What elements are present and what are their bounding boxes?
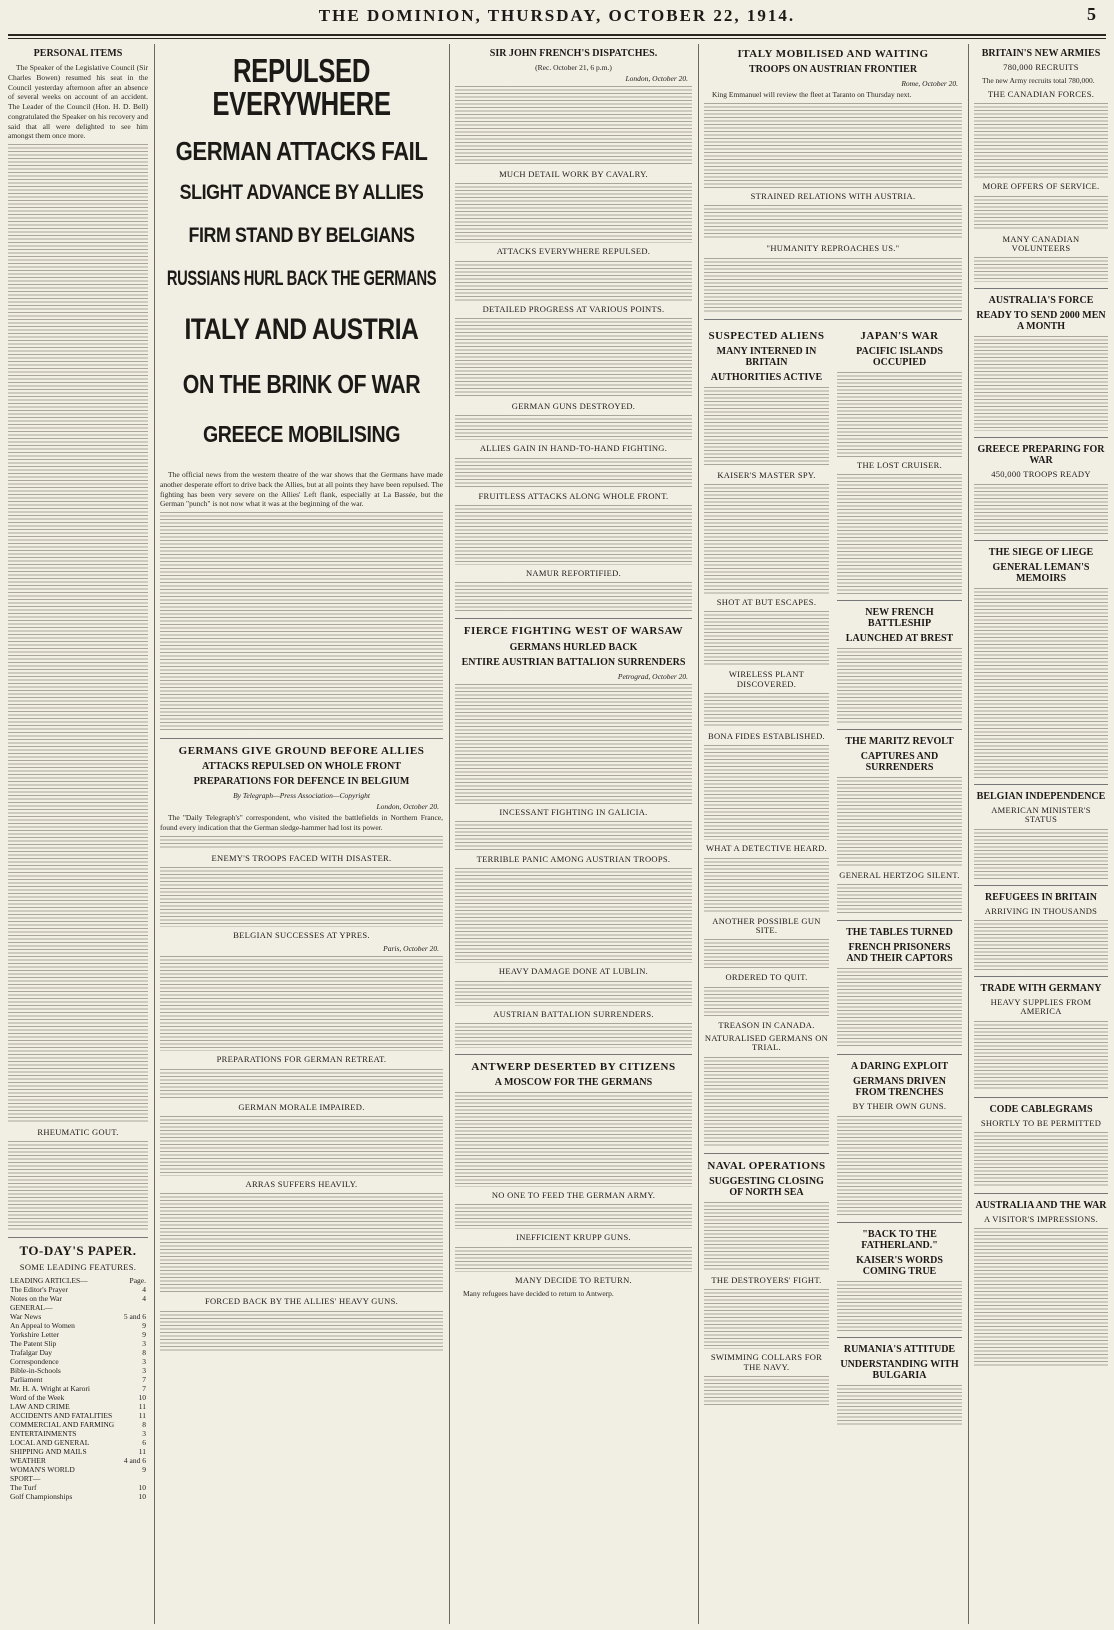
subheading: ALLIES GAIN IN HAND-TO-HAND FIGHTING. bbox=[479, 443, 668, 454]
contents-page: 7 bbox=[142, 1383, 146, 1393]
contents-item: Word of the Week bbox=[10, 1392, 65, 1402]
subheading: DETAILED PROGRESS AT VARIOUS POINTS. bbox=[482, 303, 665, 314]
contents-page: 6 bbox=[142, 1437, 146, 1447]
contents-row bbox=[8, 1411, 148, 1420]
section-heading: SIR JOHN FRENCH'S DISPATCHES. bbox=[489, 48, 658, 59]
subheading: NAMUR REFORTIFIED. bbox=[525, 568, 622, 579]
masthead bbox=[0, 0, 1114, 40]
divider bbox=[837, 1337, 962, 1338]
contents-page: 10 bbox=[138, 1491, 146, 1501]
body-text-block bbox=[455, 86, 692, 166]
body-text-block bbox=[974, 484, 1108, 534]
section-subheading: GERMANS HURLED BACK bbox=[509, 641, 638, 653]
body-text-block bbox=[160, 867, 443, 927]
subheading: PREPARATIONS FOR GERMAN RETREAT. bbox=[216, 1054, 387, 1065]
contents-row bbox=[8, 1420, 148, 1429]
subheading: GERMAN GUNS DESTROYED. bbox=[511, 401, 636, 412]
subheading: NO ONE TO FEED THE GERMAN ARMY. bbox=[491, 1189, 656, 1200]
contents-page: 11 bbox=[138, 1401, 146, 1411]
subheading: MANY CANADIAN VOLUNTEERS bbox=[1002, 233, 1080, 254]
column-rule bbox=[968, 44, 969, 1624]
body-text-block bbox=[160, 1069, 443, 1099]
divider bbox=[974, 885, 1108, 886]
contents-row bbox=[8, 1384, 148, 1393]
headline-brink-of-war: ON THE BRINK OF WAR bbox=[182, 369, 421, 399]
split-columns bbox=[704, 326, 962, 1428]
divider bbox=[704, 1153, 829, 1154]
section-heading: A DARING EXPLOIT bbox=[850, 1061, 949, 1073]
contents-page: 11 bbox=[138, 1410, 146, 1420]
subheading: MANY DECIDE TO RETURN. bbox=[515, 1274, 632, 1285]
body-text-block bbox=[455, 868, 692, 963]
subcolumn-aliens bbox=[704, 326, 829, 1428]
contents-item: The Patent Slip bbox=[10, 1338, 57, 1348]
section-subheading: PREPARATIONS FOR DEFENCE IN BELGIUM bbox=[193, 776, 410, 788]
body-text-block bbox=[160, 1116, 443, 1176]
subheading: TREASON IN CANADA. bbox=[718, 1019, 815, 1030]
section-subheading: LAUNCHED AT BREST bbox=[845, 632, 954, 644]
body-text-block bbox=[160, 512, 443, 732]
contents-page: 3 bbox=[142, 1428, 146, 1438]
contents-row bbox=[8, 1375, 148, 1384]
body-text-block bbox=[704, 987, 829, 1017]
section-subheading: SUGGESTING CLOSING OF NORTH SEA bbox=[709, 1175, 824, 1198]
column-personal bbox=[8, 44, 148, 1624]
contents-item: ENTERTAINMENTS bbox=[10, 1428, 77, 1438]
body-text-block bbox=[704, 1202, 829, 1272]
body-text-block bbox=[455, 1247, 692, 1272]
body-text-block bbox=[704, 387, 829, 467]
divider bbox=[974, 1097, 1108, 1098]
body-text-block bbox=[455, 1092, 692, 1187]
body-text-block bbox=[837, 1385, 962, 1425]
contents-row bbox=[8, 1393, 148, 1402]
body-text-block bbox=[837, 968, 962, 1048]
section-heading: JAPAN'S WAR bbox=[860, 329, 939, 342]
section-heading: "BACK TO THE FATHERLAND." bbox=[861, 1228, 938, 1251]
contents-item: Trafalgar Day bbox=[10, 1347, 53, 1357]
subheading: ARRIVING IN THOUSANDS bbox=[984, 905, 1098, 916]
section-heading: AUSTRALIA AND THE WAR bbox=[975, 1199, 1107, 1211]
body-text-block bbox=[704, 1376, 829, 1406]
article-body: Many refugees have decided to return to Antwerp. bbox=[463, 1289, 614, 1298]
subheading: ENEMY'S TROOPS FACED WITH DISASTER. bbox=[211, 852, 392, 863]
section-heading: ANTWERP DESERTED BY CITIZENS bbox=[471, 1060, 676, 1073]
section-subheading: FRENCH PRISONERS AND THEIR CAPTORS bbox=[846, 942, 953, 965]
body-text-block bbox=[455, 183, 692, 243]
contents-row bbox=[8, 1402, 148, 1411]
column-dispatches bbox=[455, 44, 692, 1624]
contents-row bbox=[8, 1303, 148, 1312]
dateline: Paris, October 20. bbox=[383, 944, 439, 954]
section-subheading: PACIFIC ISLANDS OCCUPIED bbox=[856, 345, 943, 368]
dateline: London, October 20. bbox=[625, 74, 688, 83]
contents-item: LAW AND CRIME bbox=[10, 1401, 70, 1411]
section-heading: GERMANS GIVE GROUND BEFORE ALLIES bbox=[178, 745, 425, 757]
column-rule bbox=[449, 44, 450, 1624]
body-text-block bbox=[455, 261, 692, 301]
subheading: MUCH DETAIL WORK BY CAVALRY. bbox=[499, 169, 648, 179]
divider bbox=[837, 920, 962, 921]
body-text-block bbox=[974, 196, 1108, 231]
body-text-block bbox=[160, 1193, 443, 1293]
contents-page: 3 bbox=[142, 1356, 146, 1366]
section-heading: NAVAL OPERATIONS bbox=[707, 1159, 826, 1172]
subheading: AUSTRIAN BATTALION SURRENDERS. bbox=[493, 1008, 654, 1019]
divider bbox=[837, 729, 962, 730]
body-text-block bbox=[8, 1141, 148, 1231]
body-text-block bbox=[704, 693, 829, 728]
contents-row bbox=[8, 1465, 148, 1474]
contents-item: Parliament bbox=[10, 1374, 43, 1384]
contents-page: 9 bbox=[142, 1320, 146, 1330]
section-heading: ITALY MOBILISED AND WAITING bbox=[737, 48, 929, 60]
subheading: THE LOST CRUISER. bbox=[857, 459, 942, 470]
body-text-block bbox=[974, 103, 1108, 178]
body-text-block bbox=[455, 1204, 692, 1229]
body-text-block bbox=[455, 458, 692, 488]
body-text-block bbox=[455, 505, 692, 565]
headline-italy-austria: ITALY AND AUSTRIA bbox=[184, 313, 419, 346]
headline-russians: RUSSIANS HURL BACK THE GERMANS bbox=[166, 267, 437, 290]
contents-table bbox=[8, 1276, 148, 1501]
body-text-block bbox=[455, 415, 692, 440]
contents-page: 9 bbox=[142, 1464, 146, 1474]
subheading: INEFFICIENT KRUPP GUNS. bbox=[516, 1232, 631, 1243]
article-body: King Emmanuel will review the fleet at Taranto on Thursday next. bbox=[712, 90, 912, 100]
contents-row bbox=[8, 1456, 148, 1465]
divider bbox=[837, 1054, 962, 1055]
subheading: GENERAL HERTZOG SILENT. bbox=[839, 869, 960, 880]
section-heading: REFUGEES IN BRITAIN bbox=[984, 891, 1098, 903]
lead-article-body: The official news from the western theatre of the war shows that the Germans have made another desperate effort to drive back the Allies, but at all points they have been repulsed. The fighting has been very severe on the Allies' Left flank, especially at La Bassée, but the German "punch" is not now what it was at the beginning of the war. bbox=[160, 470, 443, 509]
subheading: TERRIBLE PANIC AMONG AUSTRIAN TROOPS. bbox=[476, 853, 671, 864]
contents-page: 3 bbox=[142, 1338, 146, 1348]
body-text-block bbox=[704, 258, 962, 313]
contents-page bbox=[121, 1474, 148, 1483]
body-text-block bbox=[704, 611, 829, 666]
page-number: 5 bbox=[1087, 4, 1096, 24]
subheading: KAISER'S MASTER SPY. bbox=[717, 469, 816, 480]
body-text-block bbox=[455, 318, 692, 398]
contents-item: Yorkshire Letter bbox=[10, 1329, 60, 1339]
subheading: AMERICAN MINISTER'S STATUS bbox=[991, 804, 1091, 825]
headline-greece: GREECE MOBILISING bbox=[203, 421, 400, 447]
section-subheading: GERMANS DRIVEN FROM TRENCHES bbox=[852, 1076, 947, 1099]
section-subheading: AUTHORITIES ACTIVE bbox=[710, 371, 823, 383]
section-subheading: CAPTURES AND SURRENDERS bbox=[860, 750, 939, 773]
subheading: ANOTHER POSSIBLE GUN SITE. bbox=[712, 915, 821, 936]
subheading: SHORTLY TO BE PERMITTED bbox=[980, 1117, 1102, 1128]
section-heading: AUSTRALIA'S FORCE bbox=[988, 295, 1094, 307]
body-text-block bbox=[704, 1289, 829, 1349]
subheading: SWIMMING COLLARS FOR THE NAVY. bbox=[710, 1352, 823, 1372]
body-text-block bbox=[704, 1057, 829, 1147]
body-text-block bbox=[837, 1116, 962, 1216]
contents-row bbox=[8, 1294, 148, 1303]
subheading: ARRAS SUFFERS HEAVILY. bbox=[245, 1178, 358, 1189]
body-text-block bbox=[455, 582, 692, 612]
contents-item: LOCAL AND GENERAL bbox=[10, 1437, 90, 1447]
contents-row bbox=[8, 1321, 148, 1330]
divider bbox=[160, 738, 443, 739]
subheading: FRUITLESS ATTACKS ALONG WHOLE FRONT. bbox=[478, 490, 669, 501]
divider bbox=[974, 784, 1108, 785]
contents-page: Page. bbox=[129, 1275, 146, 1285]
contents-page: 9 bbox=[142, 1329, 146, 1339]
body-text-block bbox=[704, 103, 962, 188]
body-text-block bbox=[704, 484, 829, 594]
subheading: BONA FIDES ESTABLISHED. bbox=[708, 731, 825, 741]
contents-row bbox=[8, 1474, 148, 1483]
section-heading: GREECE PREPARING FOR WAR bbox=[977, 444, 1105, 467]
contents-page: 7 bbox=[142, 1374, 146, 1384]
section-heading: PERSONAL ITEMS bbox=[33, 48, 123, 59]
body-text-block bbox=[837, 777, 962, 867]
contents-item: Correspondence bbox=[10, 1356, 59, 1366]
subheading: RHEUMATIC GOUT. bbox=[37, 1127, 119, 1137]
section-heading: THE SIEGE OF LIEGE bbox=[988, 546, 1094, 558]
body-text-block bbox=[837, 884, 962, 914]
divider bbox=[974, 437, 1108, 438]
headline-firm-stand: FIRM STAND BY BELGIANS bbox=[188, 224, 415, 247]
body-text-block bbox=[837, 372, 962, 457]
contents-item: LEADING ARTICLES— bbox=[10, 1275, 88, 1285]
article-body: The Speaker of the Legislative Council (Sir Charles Bowen) resumed his seat in the Council yesterday afternoon after an absence of several weeks on account of an accident. The Leader of the Council (Hon. H. D. Bell) congratulated the Speaker on his recovery and said that all were delighted to see him amongst them once more. bbox=[8, 63, 148, 141]
headline-repulsed: REPULSED EVERYWHERE bbox=[212, 52, 391, 122]
subheading: FORCED BACK BY THE ALLIES' HEAVY GUNS. bbox=[204, 1296, 399, 1307]
section-subheading: ENTIRE AUSTRIAN BATTALION SURRENDERS bbox=[461, 656, 686, 668]
subheading: ATTACKS EVERYWHERE REPULSED. bbox=[496, 246, 651, 257]
body-text-block bbox=[160, 836, 443, 850]
subheading: MORE OFFERS OF SERVICE. bbox=[982, 181, 1100, 192]
subheading: WIRELESS PLANT DISCOVERED. bbox=[728, 669, 805, 689]
contents-item: War News bbox=[10, 1311, 42, 1321]
divider bbox=[974, 1193, 1108, 1194]
body-text-block bbox=[704, 205, 962, 240]
contents-row bbox=[8, 1339, 148, 1348]
divider bbox=[704, 319, 962, 320]
contents-item: ACCIDENTS AND FATALITIES bbox=[10, 1410, 113, 1420]
subheading: ORDERED TO QUIT. bbox=[725, 972, 808, 983]
body-text-block bbox=[837, 1281, 962, 1331]
subheading: 450,000 TROOPS READY bbox=[991, 469, 1091, 480]
headline-slight-advance: SLIGHT ADVANCE BY ALLIES bbox=[179, 181, 424, 204]
contents-item: Golf Championships bbox=[10, 1491, 73, 1501]
contents-page: 10 bbox=[138, 1482, 146, 1492]
contents-item: The Turf bbox=[10, 1482, 37, 1492]
contents-row bbox=[8, 1366, 148, 1375]
column-briefs bbox=[974, 44, 1108, 1624]
subheading: "HUMANITY REPROACHES US." bbox=[766, 243, 900, 254]
contents-row bbox=[8, 1447, 148, 1456]
article-body: The "Daily Telegraph's" correspondent, who visited the battlefields in Northern France, found every indication that the German sledge-hammer had lost its power. bbox=[160, 813, 443, 832]
body-text-block bbox=[974, 1228, 1108, 1368]
body-text-block bbox=[455, 981, 692, 1006]
masthead-rule bbox=[8, 34, 1106, 39]
contents-item: SHIPPING AND MAILS bbox=[10, 1446, 87, 1456]
subheading: HEAVY DAMAGE DONE AT LUBLIN. bbox=[498, 966, 649, 977]
divider bbox=[455, 618, 692, 619]
section-subheading: GENERAL LEMAN'S MEMOIRS bbox=[992, 561, 1090, 584]
contents-row bbox=[8, 1330, 148, 1339]
subheading: THE DESTROYERS' FIGHT. bbox=[711, 1274, 822, 1285]
subheading: NATURALISED GERMANS ON TRIAL. bbox=[704, 1033, 829, 1053]
column-rule bbox=[154, 44, 155, 1624]
body-text-block bbox=[160, 956, 443, 1051]
contents-row bbox=[8, 1483, 148, 1492]
divider bbox=[974, 540, 1108, 541]
body-text-block bbox=[974, 257, 1108, 282]
body-text-block bbox=[160, 1311, 443, 1351]
contents-page: 10 bbox=[138, 1392, 146, 1402]
contents-page: 11 bbox=[138, 1446, 146, 1456]
section-subheading: UNDERSTANDING WITH BULGARIA bbox=[840, 1358, 959, 1381]
body-text-block bbox=[8, 144, 148, 1124]
contents-row bbox=[8, 1285, 148, 1294]
divider bbox=[974, 288, 1108, 289]
subheading: A VISITOR'S IMPRESSIONS. bbox=[984, 1213, 1098, 1224]
byline: By Telegraph—Press Association—Copyright bbox=[233, 791, 370, 801]
section-subheading: KAISER'S WORDS COMING TRUE bbox=[856, 1254, 943, 1277]
section-subheading: MANY INTERNED IN BRITAIN bbox=[716, 345, 817, 368]
section-subheading: A MOSCOW FOR THE GERMANS bbox=[494, 1076, 653, 1088]
section-heading: BRITAIN'S NEW ARMIES bbox=[981, 48, 1101, 59]
body-text-block bbox=[974, 1132, 1108, 1187]
dateline: Rome, October 20. bbox=[901, 79, 958, 89]
contents-page bbox=[121, 1303, 148, 1312]
section-heading: TRADE WITH GERMANY bbox=[980, 982, 1102, 994]
contents-row bbox=[8, 1357, 148, 1366]
received-line: (Rec. October 21, 6 p.m.) bbox=[535, 63, 612, 72]
todays-paper-subheading: SOME LEADING FEATURES. bbox=[19, 1261, 137, 1272]
subheading: SHOT AT BUT ESCAPES. bbox=[716, 596, 817, 607]
contents-item: Bible-in-Schools bbox=[10, 1365, 61, 1375]
contents-row bbox=[8, 1348, 148, 1357]
contents-item: An Appeal to Women bbox=[10, 1320, 75, 1330]
divider bbox=[8, 1237, 148, 1238]
contents-page: 4 bbox=[142, 1284, 146, 1294]
section-heading: NEW FRENCH BATTLESHIP bbox=[865, 606, 934, 629]
body-text-block bbox=[704, 745, 829, 840]
dateline: London, October 20. bbox=[376, 802, 439, 812]
contents-item: The Editor's Prayer bbox=[10, 1284, 69, 1294]
section-heading: CODE CABLEGRAMS bbox=[989, 1103, 1093, 1115]
subheading: STRAINED RELATIONS WITH AUSTRIA. bbox=[750, 190, 916, 201]
contents-page: 3 bbox=[142, 1365, 146, 1375]
section-heading: SUSPECTED ALIENS bbox=[708, 329, 825, 342]
contents-item: COMMERCIAL AND FARMING bbox=[10, 1419, 115, 1429]
body-text-block bbox=[974, 920, 1108, 970]
divider bbox=[974, 976, 1108, 977]
newspaper-title: THE DOMINION, THURSDAY, OCTOBER 22, 1914. bbox=[318, 6, 796, 25]
body-text-block bbox=[974, 1021, 1108, 1091]
body-text-block bbox=[455, 684, 692, 804]
contents-page: 8 bbox=[142, 1419, 146, 1429]
section-subheading: ATTACKS REPULSED ON WHOLE FRONT bbox=[202, 761, 401, 773]
subheading: INCESSANT FIGHTING IN GALICIA. bbox=[499, 806, 648, 817]
subheading: HEAVY SUPPLIES FROM AMERICA bbox=[990, 996, 1092, 1017]
contents-page: 8 bbox=[142, 1347, 146, 1357]
contents-item: GENERAL— bbox=[10, 1302, 53, 1312]
dateline: Petrograd, October 20. bbox=[617, 671, 688, 681]
article-body: The new Army recruits total 780,000. bbox=[982, 76, 1095, 86]
subheading: GERMAN MORALE IMPAIRED. bbox=[238, 1101, 365, 1112]
divider bbox=[837, 600, 962, 601]
subheading: BY THEIR OWN GUNS. bbox=[852, 1101, 947, 1112]
subheading: BELGIAN SUCCESSES AT YPRES. bbox=[233, 929, 370, 940]
column-main-war bbox=[160, 44, 443, 1624]
divider bbox=[455, 1054, 692, 1055]
contents-item: WOMAN'S WORLD bbox=[10, 1464, 75, 1474]
subheading: WHAT A DETECTIVE HEARD. bbox=[705, 843, 827, 854]
contents-item: WEATHER bbox=[10, 1455, 46, 1465]
body-text-block bbox=[974, 829, 1108, 879]
body-text-block bbox=[704, 858, 829, 913]
section-heading: BELGIAN INDEPENDENCE bbox=[976, 790, 1106, 802]
column-italy-aliens bbox=[704, 44, 962, 1624]
body-text-block bbox=[704, 939, 829, 969]
section-heading: THE MARITZ REVOLT bbox=[845, 735, 954, 747]
contents-row bbox=[8, 1492, 148, 1501]
section-subheading: READY TO SEND 2000 MEN A MONTH bbox=[976, 310, 1106, 333]
body-text-block bbox=[837, 648, 962, 723]
subcolumn-japan bbox=[837, 326, 962, 1428]
body-text-block bbox=[455, 1023, 692, 1048]
body-text-block bbox=[974, 336, 1108, 431]
subheading: 780,000 RECRUITS bbox=[1003, 62, 1079, 72]
contents-row bbox=[8, 1429, 148, 1438]
divider bbox=[837, 1222, 962, 1223]
contents-row bbox=[8, 1438, 148, 1447]
section-heading: THE TABLES TURNED bbox=[846, 927, 953, 939]
section-heading: RUMANIA'S ATTITUDE bbox=[843, 1343, 956, 1355]
body-text-block bbox=[974, 588, 1108, 778]
column-rule bbox=[698, 44, 699, 1624]
todays-paper-heading: TO-DAY'S PAPER. bbox=[19, 1243, 137, 1259]
subheading: THE CANADIAN FORCES. bbox=[987, 89, 1095, 100]
contents-page: 4 and 6 bbox=[123, 1455, 146, 1465]
contents-row bbox=[8, 1276, 148, 1285]
contents-page: 4 bbox=[142, 1293, 146, 1303]
contents-item: Mr. H. A. Wright at Karori bbox=[10, 1383, 90, 1393]
contents-row bbox=[8, 1312, 148, 1321]
headline-german-attacks: GERMAN ATTACKS FAIL bbox=[175, 136, 428, 166]
section-subheading: TROOPS ON AUSTRIAN FRONTIER bbox=[748, 64, 918, 76]
body-text-block bbox=[837, 474, 962, 594]
contents-item: SPORT— bbox=[10, 1473, 41, 1483]
section-heading: FIERCE FIGHTING WEST OF WARSAW bbox=[463, 625, 684, 638]
body-text-block bbox=[455, 821, 692, 851]
contents-item: Notes on the War bbox=[10, 1293, 62, 1303]
contents-page: 5 and 6 bbox=[123, 1311, 146, 1321]
